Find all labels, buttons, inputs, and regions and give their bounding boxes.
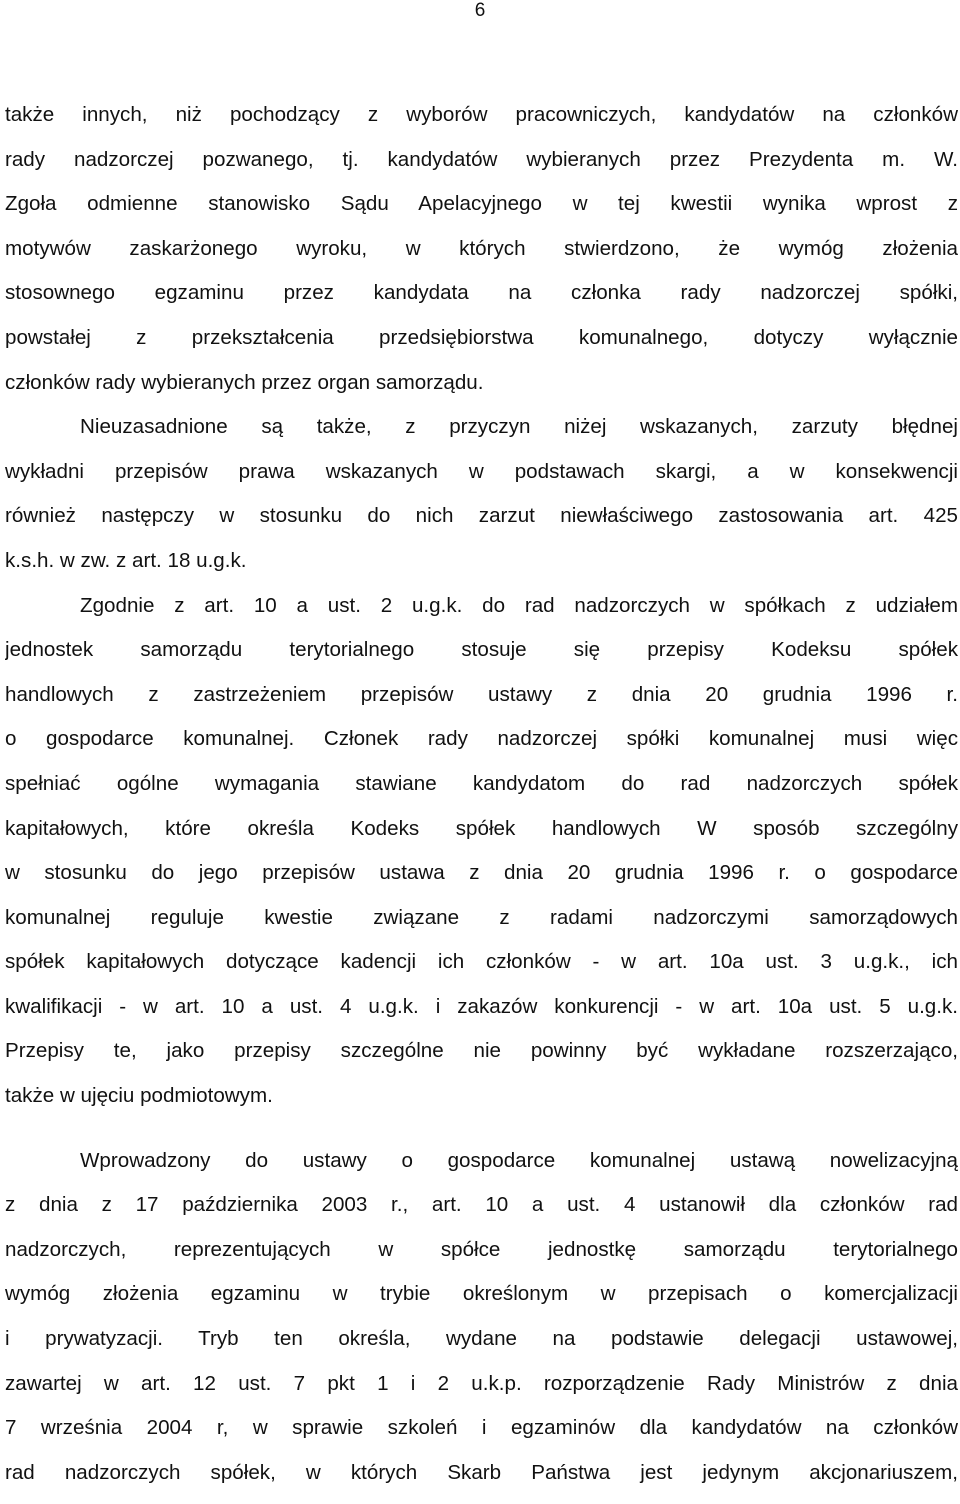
- text-line: członków rady wybieranych przez organ samorządu.: [5, 370, 484, 394]
- document-body: [5, 93, 958, 1495]
- paragraph: [5, 93, 958, 405]
- text-line: zawartej w art. 12 ust. 7 pkt 1 i 2 u.k.p. rozporządzenie Rady Ministrów z dnia: [5, 1371, 958, 1395]
- page-number: 6: [474, 0, 486, 21]
- text-line: wykładni przepisów prawa wskazanych w podstawach skargi, a w konsekwencji: [5, 459, 958, 483]
- paragraph: [5, 405, 958, 583]
- text-line: spółek kapitałowych dotyczące kadencji ich członków - w art. 10a ust. 3 u.g.k., ich: [5, 950, 958, 974]
- text-line: kapitałowych, które określa Kodeks spółek handlowych W sposób szczególny: [5, 816, 958, 840]
- text-line: stosownego egzaminu przez kandydata na członka rady nadzorczej spółki,: [5, 281, 958, 305]
- text-line: komunalnej reguluje kwestie związane z radami nadzorczymi samorządowych: [5, 905, 958, 929]
- text-line: wymóg złożenia egzaminu w trybie określonym w przepisach o komercjalizacji: [5, 1282, 958, 1306]
- text-line: także w ujęciu podmiotowym.: [5, 1084, 273, 1108]
- text-line: spełniać ogólne wymagania stawiane kandydatom do rad nadzorczych spółek: [5, 771, 958, 795]
- text-line: 7 września 2004 r, w sprawie szkoleń i egzaminów dla kandydatów na członków: [5, 1416, 958, 1440]
- paragraph: [5, 1139, 958, 1496]
- text-line: handlowych z zastrzeżeniem przepisów ustawy z dnia 20 grudnia 1996 r.: [5, 682, 958, 706]
- text-line: z dnia z 17 października 2003 r., art. 10 a ust. 4 ustanowił dla członków rad: [5, 1193, 958, 1217]
- text-line: motywów zaskarżonego wyroku, w których stwierdzono, że wymóg złożenia: [5, 236, 958, 260]
- text-line: Nieuzasadnione są także, z przyczyn niżej wskazanych, zarzuty błędnej: [80, 415, 958, 439]
- text-line: Przepisy te, jako przepisy szczególne nie powinny być wykładane rozszerzająco,: [5, 1039, 958, 1063]
- text-line: także innych, niż pochodzący z wyborów pracowniczych, kandydatów na członków: [5, 103, 958, 126]
- text-line: Wprowadzony do ustawy o gospodarce komunalnej ustawą nowelizacyjną: [80, 1148, 958, 1172]
- text-line: rady nadzorczej pozwanego, tj. kandydatów wybieranych przez Prezydenta m. W.: [5, 147, 958, 171]
- text-line: powstałej z przekształcenia przedsiębiorstwa komunalnego, dotyczy wyłącznie: [5, 325, 958, 349]
- text-line: i prywatyzacji. Tryb ten określa, wydane na podstawie delegacji ustawowej,: [5, 1327, 958, 1351]
- text-line: Zgodnie z art. 10 a ust. 2 u.g.k. do rad nadzorczych w spółkach z udziałem: [80, 593, 958, 617]
- text-line: jednostek samorządu terytorialnego stosuje się przepisy Kodeksu spółek: [5, 638, 958, 662]
- text-line: k.s.h. w zw. z art. 18 u.g.k.: [5, 548, 247, 572]
- text-line: Zgoła odmienne stanowisko Sądu Apelacyjnego w tej kwestii wynika wprost z: [5, 192, 958, 216]
- text-line: nadzorczych, reprezentujących w spółce jednostkę samorządu terytorialnego: [5, 1237, 958, 1261]
- text-line: również następczy w stosunku do nich zarzut niewłaściwego zastosowania art. 425: [5, 504, 958, 528]
- text-line: o gospodarce komunalnej. Członek rady nadzorczej spółki komunalnej musi więc: [5, 727, 958, 751]
- paragraph: [5, 584, 958, 1119]
- text-line: w stosunku do jego przepisów ustawa z dnia 20 grudnia 1996 r. o gospodarce: [5, 861, 958, 885]
- text-line: rad nadzorczych spółek, w których Skarb Państwa jest jedynym akcjonariuszem,: [5, 1460, 958, 1484]
- text-line: kwalifikacji - w art. 10 a ust. 4 u.g.k. i zakazów konkurencji - w art. 10a ust. 5 u.g.k.: [5, 994, 958, 1018]
